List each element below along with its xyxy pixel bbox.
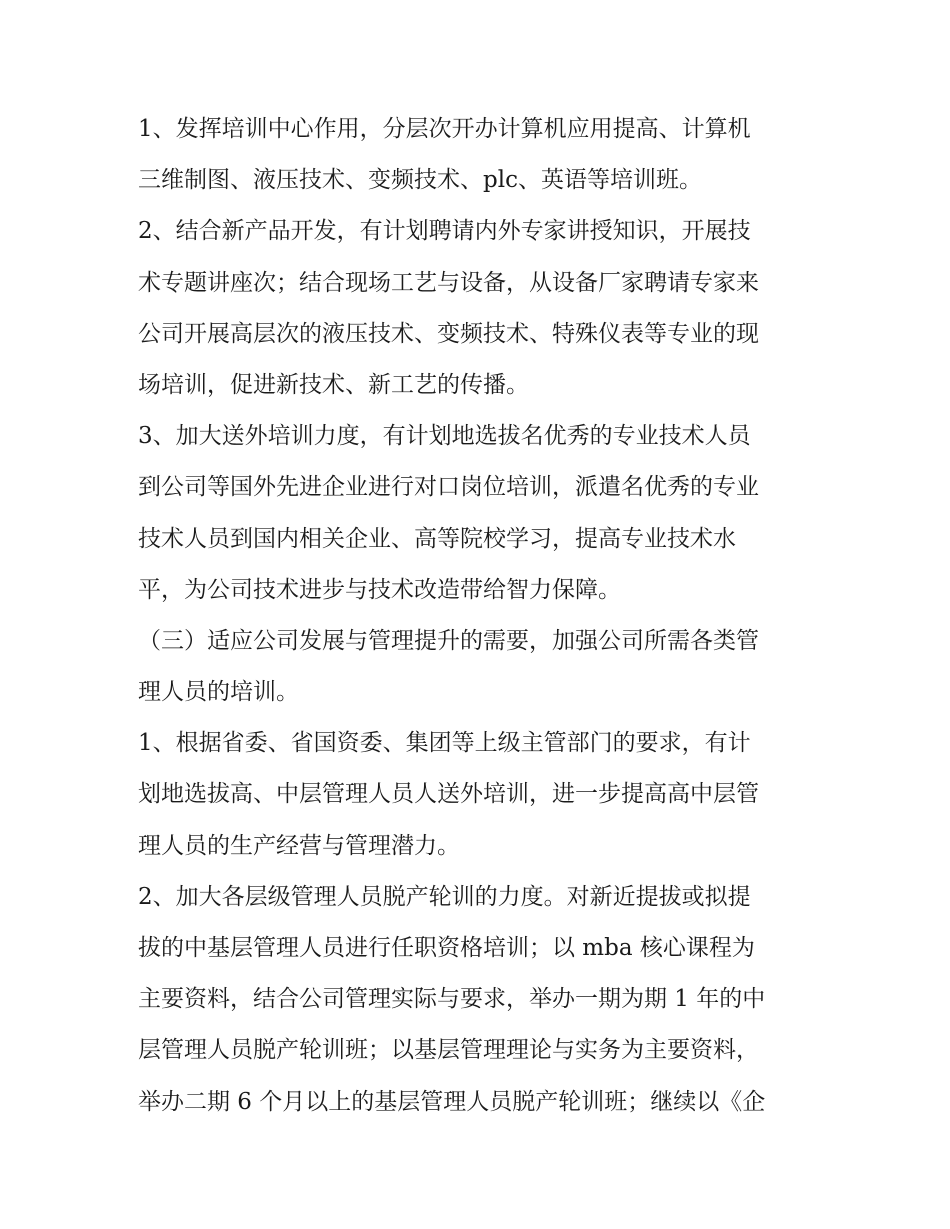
text-line: 2、结合新产品开发，有计划聘请内外专家讲授知识，开展技 (138, 218, 751, 245)
text-line: 场培训，促进新技术、新工艺的传播。 (138, 371, 529, 398)
section-heading-line: 理人员的培训。 (138, 679, 299, 706)
text-line: 1、根据省委、省国资委、集团等上级主管部门的要求，有计 (138, 730, 751, 757)
text-line: 理人员的生产经营与管理潜力。 (138, 832, 460, 859)
text-line: 公司开展高层次的液压技术、变频技术、特殊仪表等专业的现 (138, 320, 759, 347)
text-line: 技术人员到国内相关企业、高等院校学习，提高专业技术水 (138, 525, 736, 552)
text-line: 1、发挥培训中心作用，分层次开办计算机应用提高、计算机 (138, 116, 751, 142)
text-line: 主要资料，结合公司管理实际与要求，举办一期为期 1 年的中 (138, 986, 766, 1013)
text-line: 2、加大各层级管理人员脱产轮训的力度。对新近提拔或拟提 (138, 883, 751, 910)
text-line: 术专题讲座次；结合现场工艺与设备，从设备厂家聘请专家来 (138, 269, 759, 296)
section-heading-line: （三）适应公司发展与管理提升的需要，加强公司所需各类管 (138, 627, 759, 654)
text-line: 三维制图、液压技术、变频技术、plc、英语等培训班。 (138, 167, 702, 194)
text-line: 到公司等国外先进企业进行对口岗位培训，派遣名优秀的专业 (138, 474, 759, 501)
text-line: 划地选拔高、中层管理人员人送外培训，进一步提高高中层管 (138, 781, 759, 808)
document-body (138, 104, 818, 1128)
text-line: 举办二期 6 个月以上的基层管理人员脱产轮训班；继续以《企 (138, 1088, 766, 1115)
text-line: 拔的中基层管理人员进行任职资格培训；以 mba 核心课程为 (138, 935, 755, 961)
text-line: 层管理人员脱产轮训班；以基层管理理论与实务为主要资料， (138, 1037, 759, 1064)
text-line: 平，为公司技术进步与技术改造带给智力保障。 (138, 576, 621, 603)
text-line: 3、加大送外培训力度，有计划地选拔名优秀的专业技术人员 (138, 423, 751, 450)
